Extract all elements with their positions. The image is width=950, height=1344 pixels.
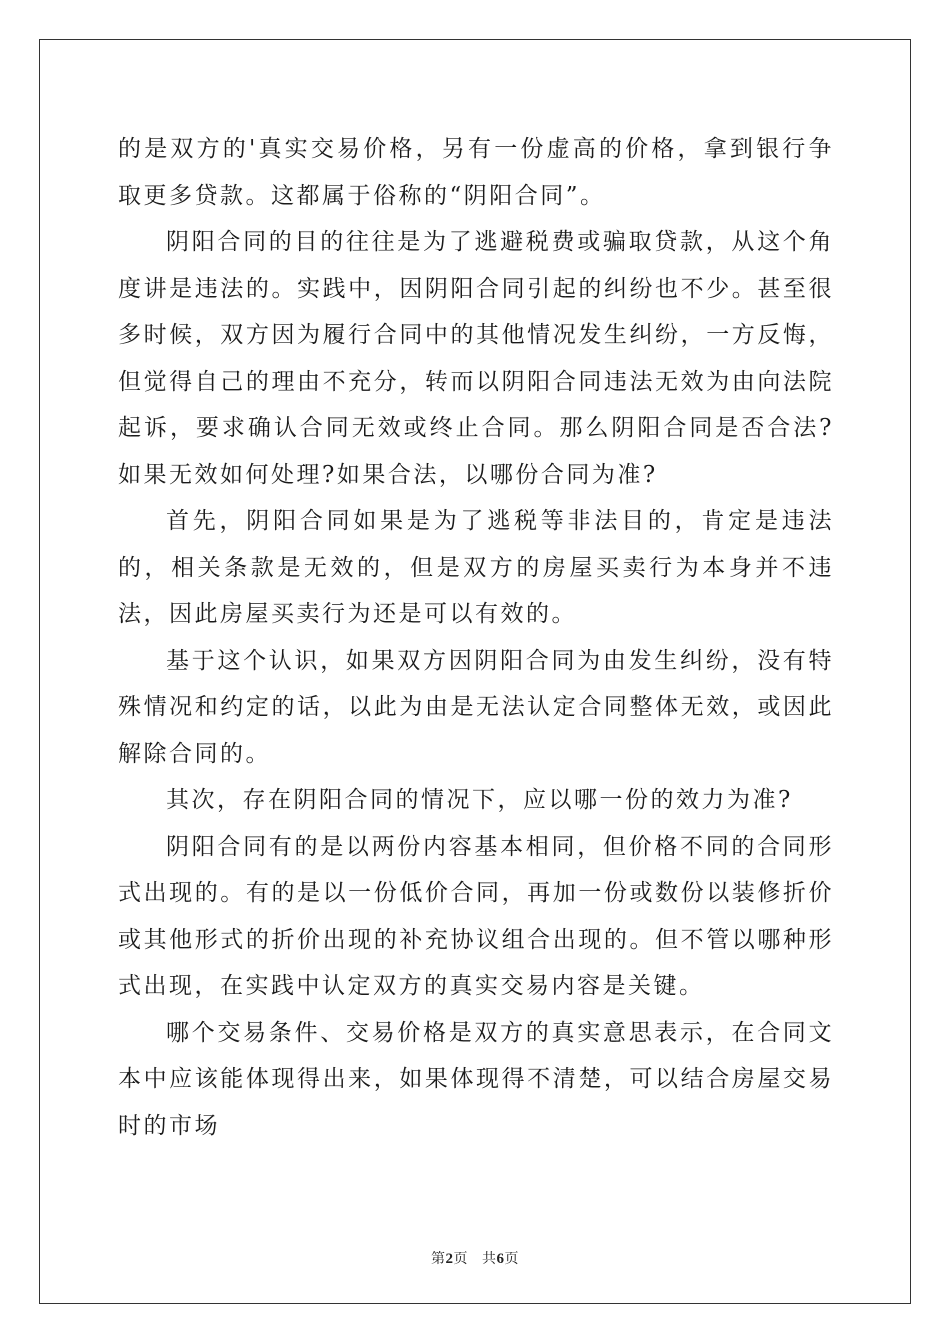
paragraph: 其次，存在阴阳合同的情况下，应以哪一份的效力为准?	[166, 787, 793, 813]
page-number-footer	[0, 1248, 950, 1268]
paragraph: 首先，阴阳合同如果是为了逃税等非法目的，肯定是违法的，相关条款是无效的，但是双方的房屋买卖行为本身并不违法，因此房屋买卖行为还是可以有效的。	[118, 508, 834, 627]
paragraph: 阴阳合同有的是以两份内容基本相同，但价格不同的合同形式出现的。有的是以一份低价合同，再加一份或数份以装修折价或其他形式的折价出现的补充协议组合出现的。但不管以哪种形式出现，在实践中认定双方的真实交易内容是关键。	[118, 833, 834, 999]
current-page-number: 2	[445, 1251, 454, 1267]
page-prefix: 第	[431, 1251, 446, 1267]
total-page-count: 6	[496, 1251, 505, 1267]
total-suffix: 页	[504, 1251, 519, 1267]
paragraph: 基于这个认识，如果双方因阴阳合同为由发生纠纷，没有特殊情况和约定的话，以此为由是无法认定合同整体无效，或因此解除合同的。	[118, 647, 834, 767]
paragraph: 哪个交易条件、交易价格是双方的真实意思表示，在合同文本中应该能体现得出来，如果体现得不清楚，可以结合房屋交易时的市场	[118, 1019, 834, 1139]
total-prefix: 共	[482, 1251, 497, 1267]
paragraph-continuation: 的是双方的'真实交易价格，另有一份虚高的价格，拿到银行争取更多贷款。这都属于俗称的“阴阳合同”。	[118, 136, 834, 209]
paragraph: 阴阳合同的目的往往是为了逃避税费或骗取贷款，从这个角度讲是违法的。实践中，因阴阳合同引起的纠纷也不少。甚至很多时候，双方因为履行合同中的其他情况发生纠纷，一方反悔，但觉得自己的理由不充分，转而以阴阳合同违法无效为由向法院起诉，要求确认合同无效或终止合同。那么阴阳合同是否合法?如果无效如何处理?如果合法，以哪份合同为准?	[118, 229, 834, 488]
page-suffix: 页	[453, 1251, 468, 1267]
document-body	[118, 126, 834, 1149]
